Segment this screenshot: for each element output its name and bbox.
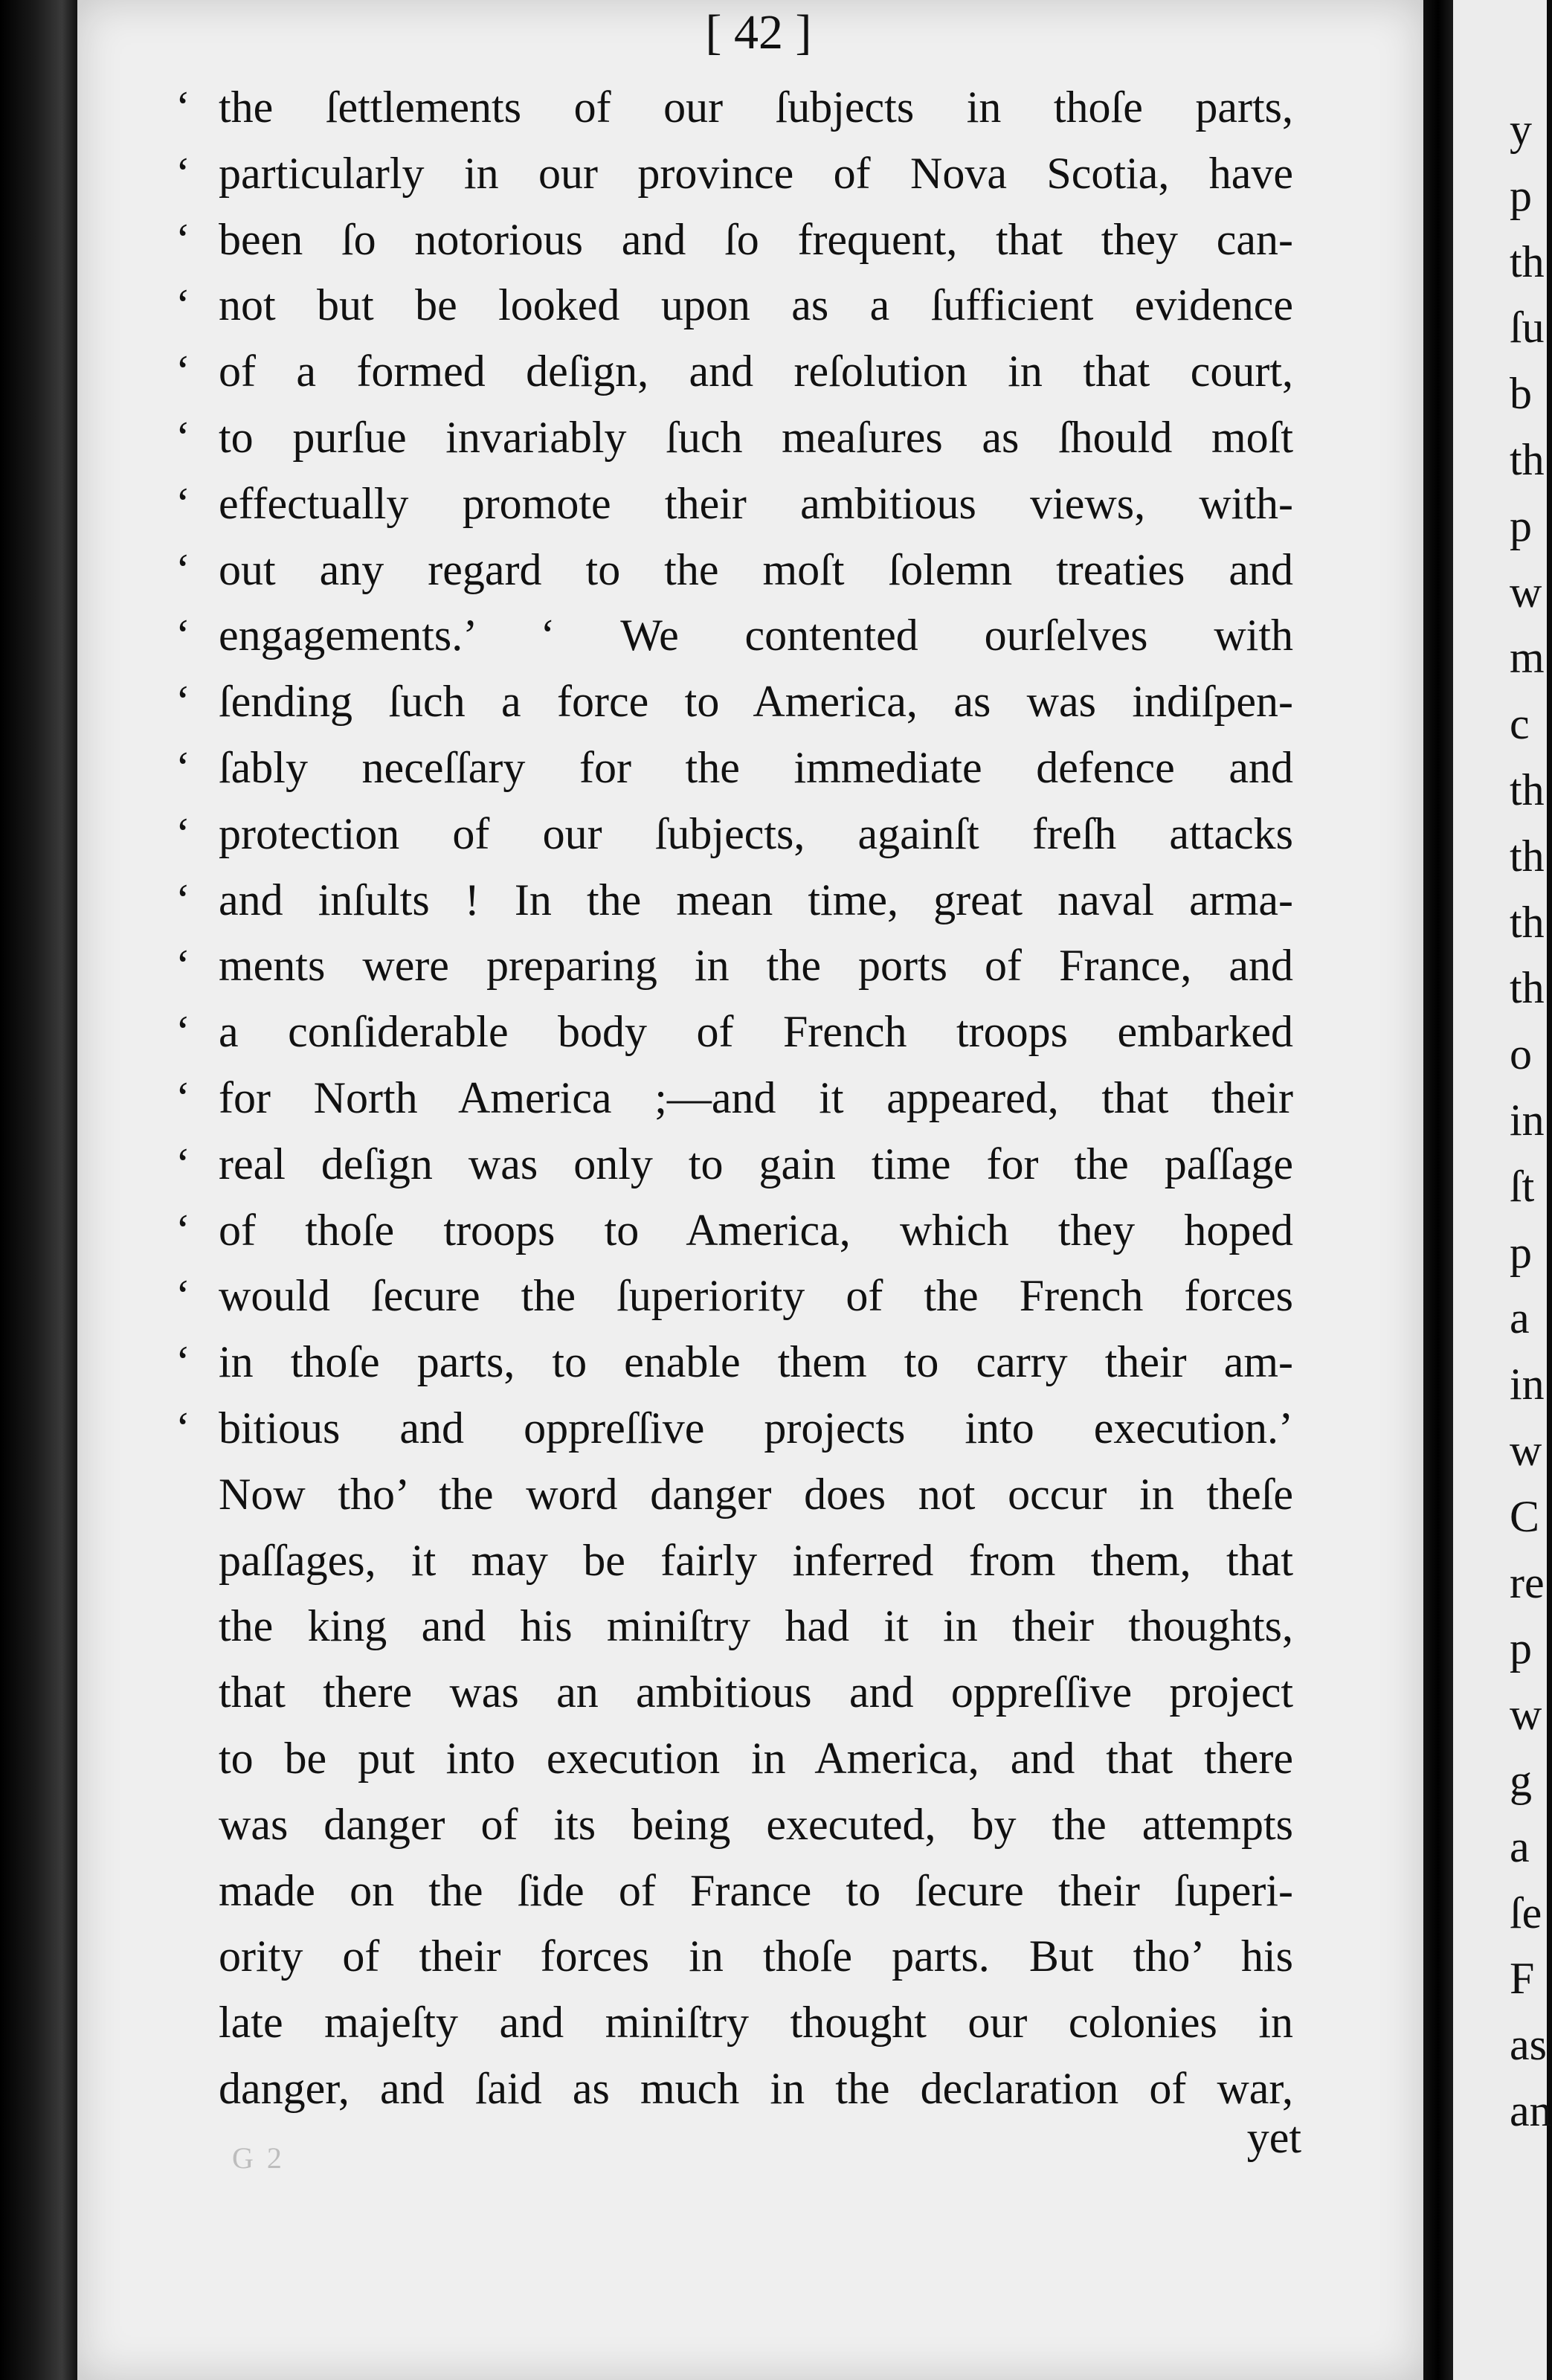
text-line: ‘ engagements.’ ‘ We contented ourſelves with (219, 602, 1293, 669)
text-line: paſſages, it may be fairly inferred from them, that (219, 1535, 1293, 1585)
text-line: ‘ protection of our ſubjects, againſt freſh attacks (219, 801, 1293, 867)
text-line: danger, and ſaid as much in the declaration of war, (219, 2063, 1293, 2113)
text-line: late majeſty and miniſtry thought our colonies in (219, 1998, 1293, 2048)
facing-page-fragment: F (1510, 1954, 1535, 2004)
page-gutter (1423, 0, 1453, 2380)
text-line: ‘ of a formed deſign, and reſolution in that court, (219, 338, 1293, 405)
text-line: ‘ of thoſe troops to America, which they hoped (219, 1197, 1293, 1264)
text-line: ‘ would ſecure the ſuperiority of the French forces (219, 1263, 1293, 1329)
text-line: to be put into execution in America, and that there (219, 1733, 1293, 1783)
text-line: ‘ and inſults ! In the mean time, great naval arma- (219, 867, 1293, 933)
facing-page-fragment: re (1510, 1557, 1545, 1607)
facing-page-fragment: ſe (1510, 1888, 1542, 1937)
text-line: ‘ for North America ;—and it appeared, that their (219, 1065, 1293, 1131)
facing-page-fragment: ſt (1510, 1161, 1535, 1211)
facing-page-fragment: w (1510, 567, 1542, 617)
text-line: made on the ſide of France to ſecure their ſuperi- (219, 1865, 1293, 1915)
text-line: ‘ ments were preparing in the ports of France, and (219, 933, 1293, 999)
catchword: yet (1246, 2113, 1301, 2162)
facing-page-fragment: th (1510, 831, 1545, 881)
text-line: ‘ ſending ſuch a force to America, as was indiſpen- (219, 669, 1293, 735)
body-text (219, 74, 1293, 2122)
text-line: ‘ to purſue invariably ſuch meaſures as ſhould moſt (219, 405, 1293, 471)
text-line: the king and his miniſtry had it in their thoughts, (219, 1601, 1293, 1651)
facing-page-fragment: th (1510, 237, 1545, 286)
facing-page-fragment: a (1510, 1821, 1530, 1871)
facing-page-fragment: C (1510, 1491, 1540, 1541)
text-line: ‘ effectually promote their ambitious views, with- (219, 471, 1293, 537)
facing-page-fragment: o (1510, 1029, 1532, 1079)
facing-page-fragment: th (1510, 435, 1545, 484)
facing-page-fragment: p (1510, 170, 1532, 220)
page-number: [ 42 ] (705, 5, 812, 60)
text-line: was danger of its being executed, by the attempts (219, 1799, 1293, 1849)
text-line: Now tho’ the word danger does not occur in theſe (219, 1469, 1293, 1519)
text-line: ‘ been ſo notorious and ſo frequent, that they can- (219, 207, 1293, 273)
facing-page-fragment: c (1510, 699, 1530, 749)
facing-page-fragment: p (1510, 1624, 1532, 1673)
text-line: ority of their forces in thoſe parts. But tho’ his (219, 1932, 1293, 1981)
text-line: ‘ real deſign was only to gain time for the paſſage (219, 1131, 1293, 1197)
text-line: ‘ the ſettlements of our ſubjects in thoſe parts, (219, 74, 1293, 141)
book-spine-edge (0, 0, 77, 2380)
facing-page-fragment: w (1510, 1426, 1542, 1475)
text-line: ‘ in thoſe parts, to enable them to carry their am- (219, 1329, 1293, 1395)
facing-page-fragment: y (1510, 105, 1532, 154)
signature-mark: G 2 (232, 2141, 285, 2175)
text-line: that there was an ambitious and oppreſſive project (219, 1667, 1293, 1717)
text-line: ‘ ſably neceſſary for the immediate defence and (219, 735, 1293, 801)
text-line: ‘ not but be looked upon as a ſufficient evidence (219, 272, 1293, 338)
facing-page-fragment: m (1510, 633, 1545, 683)
facing-page-fragment: an (1510, 2086, 1552, 2135)
facing-page-fragment: th (1510, 765, 1545, 814)
text-line: ‘ bitious and oppreſſive projects into execution.’ (219, 1395, 1293, 1461)
facing-page-fragment: a (1510, 1293, 1530, 1343)
text-line: ‘ out any regard to the moſt ſolemn treaties and (219, 537, 1293, 603)
text-line: ‘ particularly in our province of Nova Scotia, have (219, 141, 1293, 207)
facing-page-fragment: as (1510, 2020, 1547, 2070)
facing-page-fragment: th (1510, 897, 1545, 947)
text-line: ‘ a conſiderable body of French troops embarked (219, 999, 1293, 1065)
facing-page-fragment: in (1510, 1360, 1545, 1409)
facing-page-fragment: ſu (1510, 303, 1545, 353)
facing-page-fragment: g (1510, 1756, 1532, 1805)
facing-page-fragment: in (1510, 1096, 1545, 1145)
facing-page-fragment: p (1510, 501, 1532, 550)
facing-page-fragment: th (1510, 963, 1545, 1013)
facing-page-fragment: w (1510, 1690, 1542, 1740)
facing-page-fragment: b (1510, 369, 1532, 419)
facing-page-fragment: p (1510, 1227, 1532, 1277)
